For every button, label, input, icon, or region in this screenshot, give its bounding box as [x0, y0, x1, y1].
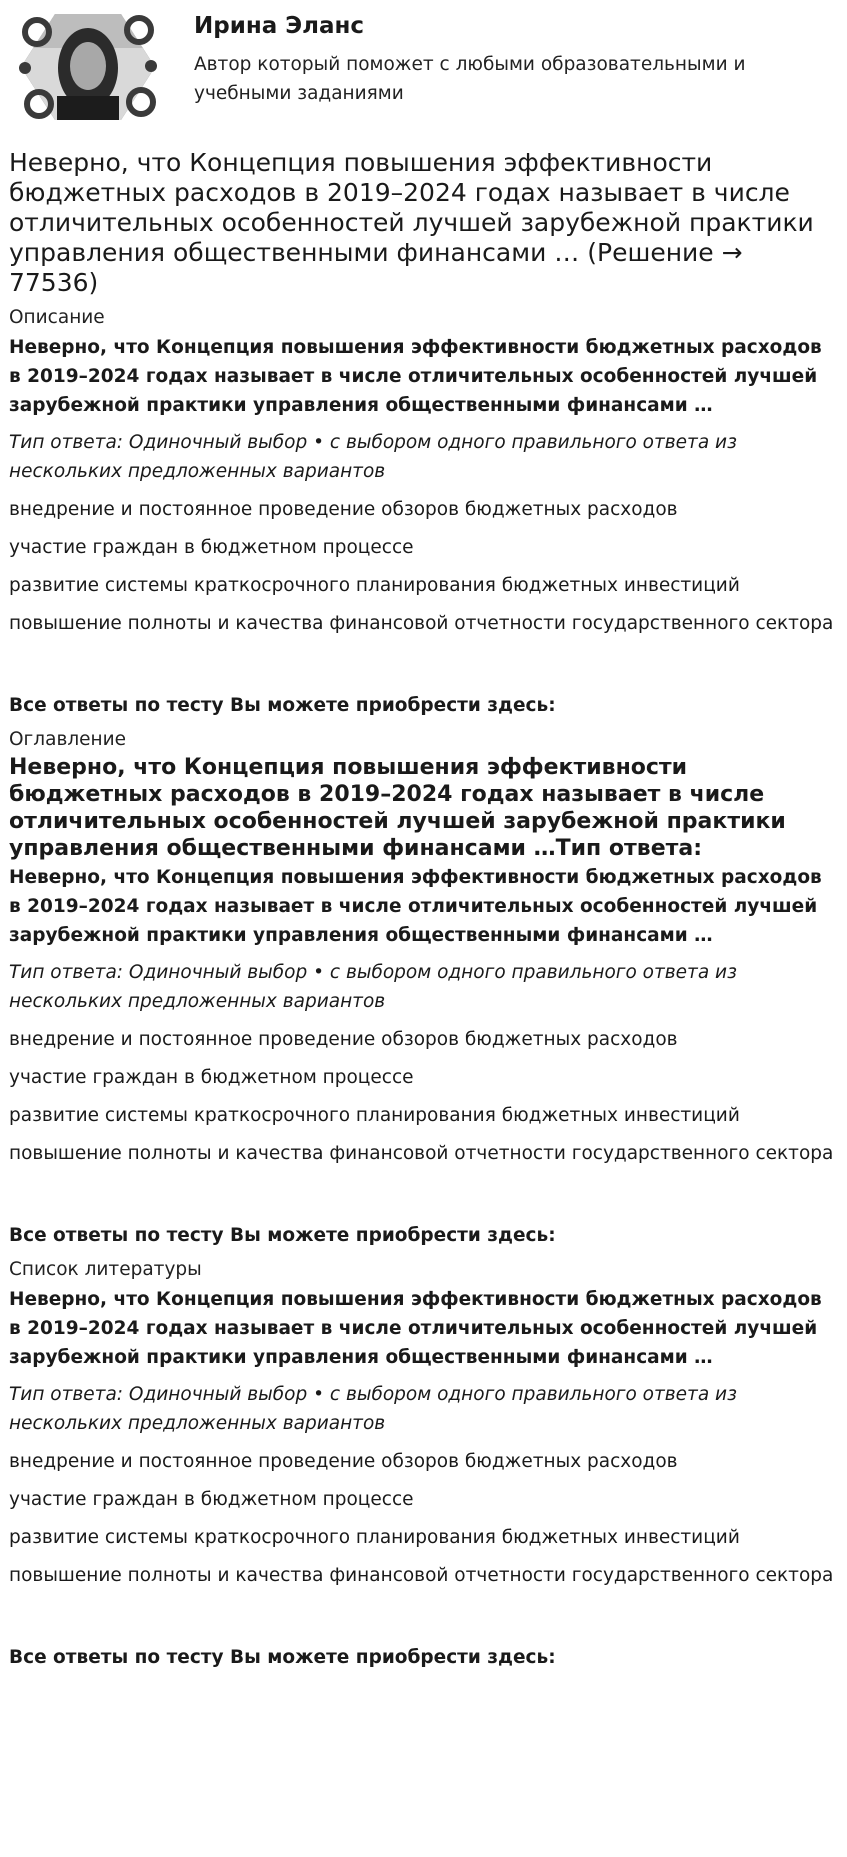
answer-option: участие граждан в бюджетном процессе [9, 1067, 414, 1088]
page-title: Неверно, что Концепция повышения эффективности бюджетных расходов в 2019–2024 годах называет в числе отличительных особенностей лучшей зарубежной практики управления общественными финансами … (Решение → 77536) [9, 148, 814, 297]
author-name[interactable]: Ирина Эланс [194, 13, 365, 39]
answer-type: Тип ответа: Одиночный выбор • с выбором одного правильного ответа из нескольких предложенных вариантов [9, 962, 737, 1012]
author-description: Автор который поможет с любыми образовательными и учебными заданиями [194, 54, 746, 104]
toc-heading: Неверно, что Концепция повышения эффективности бюджетных расходов в 2019–2024 годах называет в числе отличительных особенностей лучшей зарубежной практики управления общественными финансами …Тип ответа: [9, 755, 786, 861]
buy-link-text[interactable]: Все ответы по тесту Вы можете приобрести здесь: [9, 695, 556, 716]
section-label: Список литературы [9, 1259, 202, 1280]
answer-option: участие граждан в бюджетном процессе [9, 1489, 414, 1510]
question-text: Неверно, что Концепция повышения эффективности бюджетных расходов в 2019–2024 годах называет в числе отличительных особенностей лучшей зарубежной практики управления общественными финансами … [9, 867, 822, 946]
answer-option: участие граждан в бюджетном процессе [9, 537, 414, 558]
answer-option: развитие системы краткосрочного планирования бюджетных инвестиций [9, 1105, 740, 1126]
answer-option: внедрение и постоянное проведение обзоров бюджетных расходов [9, 1029, 678, 1050]
buy-link-text[interactable]: Все ответы по тесту Вы можете приобрести здесь: [9, 1647, 556, 1668]
section-bibliography [9, 1256, 837, 1672]
answer-option: повышение полноты и качества финансовой отчетности государственного сектора [9, 1143, 834, 1164]
buy-link-text[interactable]: Все ответы по тесту Вы можете приобрести здесь: [9, 1225, 556, 1246]
section-toc [9, 726, 837, 1250]
answer-option: повышение полноты и качества финансовой отчетности государственного сектора [9, 613, 834, 634]
answer-type: Тип ответа: Одиночный выбор • с выбором одного правильного ответа из нескольких предложенных вариантов [9, 1384, 737, 1434]
author-avatar[interactable] [17, 8, 159, 126]
answer-option: развитие системы краткосрочного планирования бюджетных инвестиций [9, 1527, 740, 1548]
answer-type: Тип ответа: Одиночный выбор • с выбором одного правильного ответа из нескольких предложенных вариантов [9, 432, 737, 482]
question-text: Неверно, что Концепция повышения эффективности бюджетных расходов в 2019–2024 годах называет в числе отличительных особенностей лучшей зарубежной практики управления общественными финансами … [9, 1289, 822, 1368]
author-block [9, 0, 837, 148]
answer-option: повышение полноты и качества финансовой отчетности государственного сектора [9, 1565, 834, 1586]
section-label: Описание [9, 307, 105, 328]
answer-option: внедрение и постоянное проведение обзоров бюджетных расходов [9, 499, 678, 520]
question-text: Неверно, что Концепция повышения эффективности бюджетных расходов в 2019–2024 годах называет в числе отличительных особенностей лучшей зарубежной практики управления общественными финансами … [9, 337, 822, 416]
answer-option: внедрение и постоянное проведение обзоров бюджетных расходов [9, 1451, 678, 1472]
answer-option: развитие системы краткосрочного планирования бюджетных инвестиций [9, 575, 740, 596]
section-label: Оглавление [9, 729, 127, 750]
section-description [9, 304, 837, 720]
